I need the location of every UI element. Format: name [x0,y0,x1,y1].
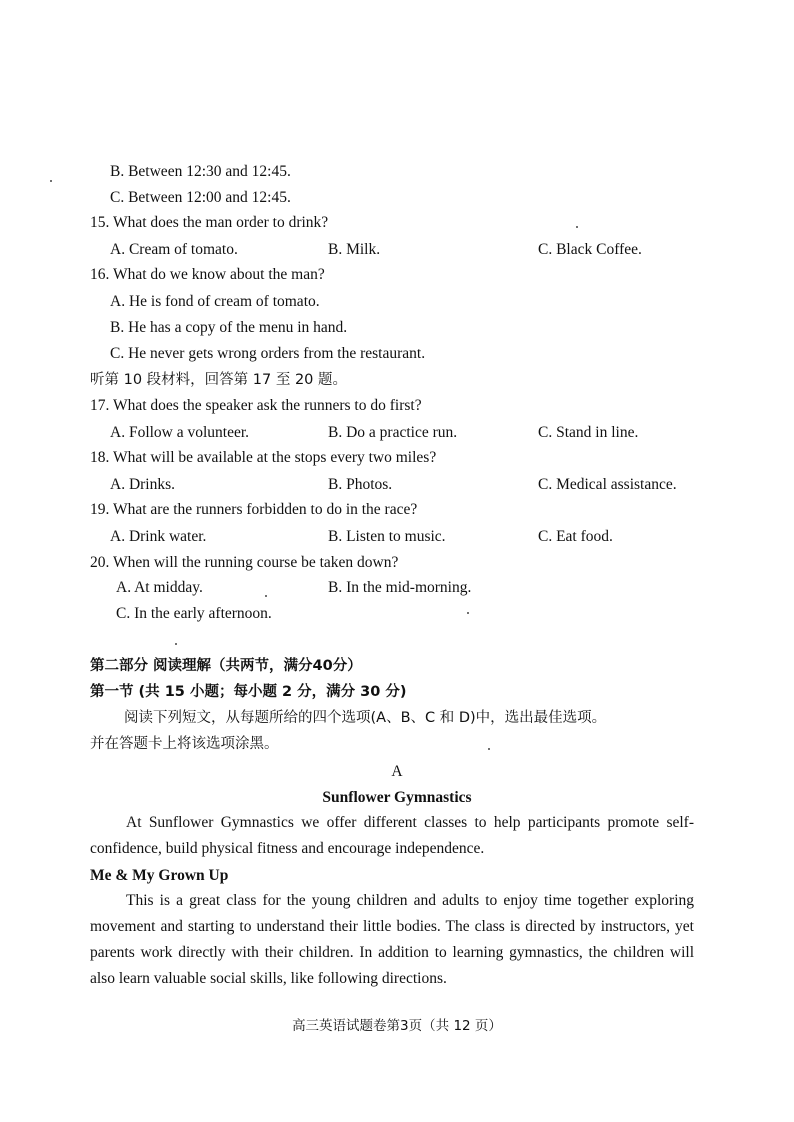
scan-speck [50,180,52,182]
q19-option-b: B. Listen to music. [328,528,446,545]
section-10-instruction: 听第 10 段材料，回答第 17 至 20 题。 [90,372,348,388]
q19-stem: 19. What are the runners forbidden to do in the race? [90,501,418,518]
reading-instruction-line2: 并在答题卡上将该选项涂黑。 [90,736,279,752]
passage-body: This is a great class for the young children and adults to enjoy time together exploring movement and starting to understand their little bodies. The class is directed by instructors, yet parents work directly with their children. In addition to learning gymnastics, the children will also learn valuable social skills, like following directions. [90,892,694,987]
q18-stem: 18. What will be available at the stops every two miles? [90,449,437,466]
passage-intro: At Sunflower Gymnastics we offer different classes to help participants promote self-confidence, build physical fitness and encourage independence. [90,814,694,857]
q16-stem: 16. What do we know about the man? [90,266,325,283]
scan-speck [467,612,469,614]
q19-option-a: A. Drink water. [110,528,207,545]
scan-speck [576,226,578,228]
scan-speck [265,595,267,597]
q18-option-a: A. Drinks. [110,476,176,493]
q15-option-a: A. Cream of tomato. [110,241,238,258]
q20-stem: 20. When will the running course be taken down? [90,554,399,571]
q17-option-c: C. Stand in line. [538,424,639,441]
q16-option-a: A. He is fond of cream of tomato. [110,293,320,310]
q15-option-b: B. Milk. [328,241,381,258]
q20-option-b: B. In the mid-morning. [328,579,472,596]
passage-title: Sunflower Gymnastics [322,789,472,806]
q18-option-b: B. Photos. [328,476,393,493]
q17-option-a: A. Follow a volunteer. [110,424,250,441]
q14-option-b: B. Between 12:30 and 12:45. [110,163,291,180]
reading-instruction-line1: 阅读下列短文，从每题所给的四个选项(A、B、C 和 D)中，选出最佳选项。 [124,710,607,726]
q16-option-c: C. He never gets wrong orders from the restaurant. [110,345,426,362]
q20-option-a: A. At midday. [116,579,203,596]
q14-option-c: C. Between 12:00 and 12:45. [110,189,291,206]
q17-stem: 17. What does the speaker ask the runners to do first? [90,397,422,414]
scan-speck [175,643,177,645]
q19-option-c: C. Eat food. [538,528,613,545]
passage-letter: A [391,763,403,780]
q20-option-c: C. In the early afternoon. [116,605,272,622]
q15-stem: 15. What does the man order to drink? [90,214,329,231]
scan-speck [488,748,490,750]
section-one-heading: 第一节 (共 15 小题；每小题 2 分，满分 30 分) [90,684,407,700]
q16-option-b: B. He has a copy of the menu in hand. [110,319,348,336]
q18-option-c: C. Medical assistance. [538,476,677,493]
q17-option-b: B. Do a practice run. [328,424,458,441]
q15-option-c: C. Black Coffee. [538,241,642,258]
passage-subheading: Me & My Grown Up [90,867,229,884]
page-footer: 高三英语试题卷第3页（共 12 页） [292,1018,502,1034]
part-two-heading: 第二部分 阅读理解（共两节，满分40分） [90,658,362,674]
